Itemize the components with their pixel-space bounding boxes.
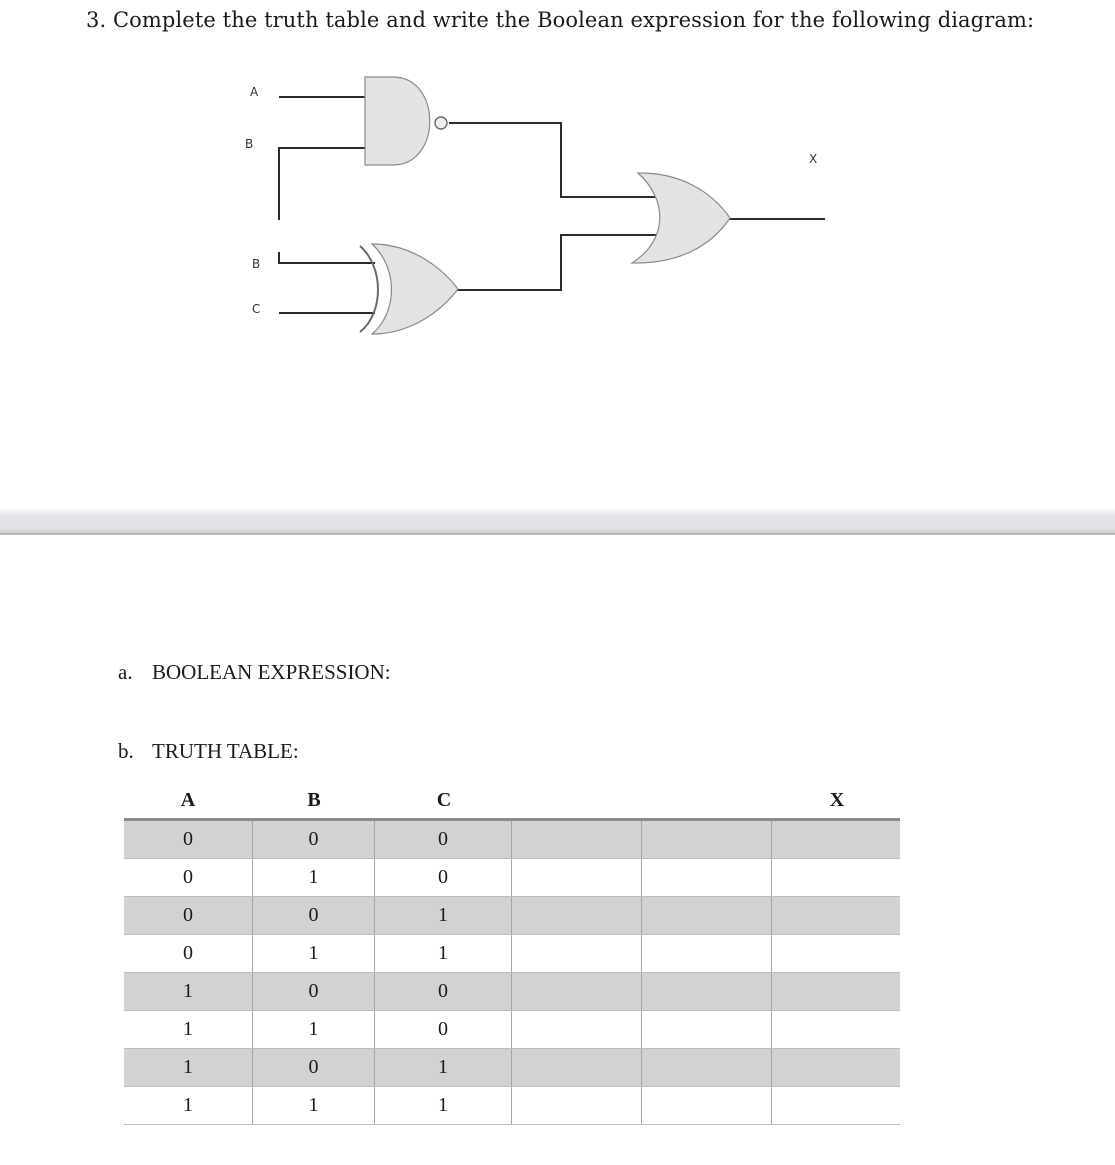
cell-b: 0: [253, 897, 375, 935]
truth-table-prompt: [118, 739, 299, 764]
part-b-label: b.: [118, 739, 134, 763]
part-b-text: TRUTH TABLE:: [152, 739, 299, 763]
answer-cell[interactable]: [772, 897, 901, 935]
answer-cell[interactable]: [512, 820, 642, 859]
cell-c: 0: [375, 859, 512, 897]
cell-b: 0: [253, 973, 375, 1011]
table-header-b: B: [307, 789, 321, 811]
answer-cell[interactable]: [642, 1049, 772, 1087]
cell-c: 1: [375, 1087, 512, 1125]
cell-a: 1: [124, 1011, 253, 1049]
answer-cell[interactable]: [772, 973, 901, 1011]
cell-a: 0: [124, 859, 253, 897]
answer-cell[interactable]: [772, 1011, 901, 1049]
answer-cell[interactable]: [512, 897, 642, 935]
boolean-expression-prompt: [118, 660, 391, 685]
input-label-a: A: [250, 85, 259, 99]
table-row: [124, 973, 900, 1011]
logic-circuit-diagram: [0, 0, 1115, 360]
table-row: [124, 1049, 900, 1087]
table-row: [124, 1087, 900, 1125]
cell-c: 1: [375, 897, 512, 935]
table-row: [124, 1011, 900, 1049]
table-row: [124, 820, 900, 859]
cell-b: 1: [253, 1087, 375, 1125]
cell-a: 1: [124, 973, 253, 1011]
answer-cell[interactable]: [512, 1011, 642, 1049]
input-label-c: C: [252, 302, 261, 316]
output-label-x: X: [809, 152, 818, 166]
answer-cell[interactable]: [642, 1011, 772, 1049]
question-text: 3. Complete the truth table and write the Boolean expression for the following diagram:: [86, 8, 1035, 32]
answer-cell[interactable]: [642, 935, 772, 973]
cell-b: 1: [253, 935, 375, 973]
answer-cell[interactable]: [642, 897, 772, 935]
answer-cell[interactable]: [772, 1049, 901, 1087]
table-header-c: C: [436, 789, 452, 811]
xnor-gate: [360, 244, 458, 334]
table-row: [124, 935, 900, 973]
answer-cell[interactable]: [772, 859, 901, 897]
circuit-wires: [279, 97, 825, 313]
input-label-b-bottom: B: [252, 257, 261, 271]
answer-cell[interactable]: [512, 1087, 642, 1125]
cell-a: 1: [124, 1049, 253, 1087]
cell-b: 1: [253, 859, 375, 897]
cell-c: 0: [375, 820, 512, 859]
answer-cell[interactable]: [512, 859, 642, 897]
answer-cell[interactable]: [772, 935, 901, 973]
answer-cell[interactable]: [642, 973, 772, 1011]
table-header-a: A: [180, 789, 196, 811]
table-row: [124, 859, 900, 897]
table-row: [124, 897, 900, 935]
cell-c: 1: [375, 935, 512, 973]
answer-cell[interactable]: [512, 973, 642, 1011]
cell-a: 0: [124, 935, 253, 973]
cell-a: 1: [124, 1087, 253, 1125]
answer-cell[interactable]: [642, 820, 772, 859]
page-divider: [0, 509, 1115, 534]
part-a-label: a.: [118, 660, 133, 684]
nand-gate: [365, 77, 447, 165]
answer-cell[interactable]: [772, 1087, 901, 1125]
answer-cell[interactable]: [642, 859, 772, 897]
page-divider-line: [0, 533, 1115, 535]
cell-b: 0: [253, 820, 375, 859]
input-label-b-top: B: [245, 137, 254, 151]
cell-c: 1: [375, 1049, 512, 1087]
cell-a: 0: [124, 820, 253, 859]
cell-b: 1: [253, 1011, 375, 1049]
answer-cell[interactable]: [642, 1087, 772, 1125]
cell-c: 0: [375, 973, 512, 1011]
cell-a: 0: [124, 897, 253, 935]
answer-cell[interactable]: [512, 1049, 642, 1087]
part-a-text: BOOLEAN EXPRESSION:: [152, 660, 391, 684]
truth-table: [124, 818, 900, 1125]
or-gate: [632, 173, 730, 263]
answer-cell[interactable]: [512, 935, 642, 973]
cell-c: 0: [375, 1011, 512, 1049]
answer-cell[interactable]: [772, 820, 901, 859]
table-header-x: X: [829, 789, 845, 811]
cell-b: 0: [253, 1049, 375, 1087]
